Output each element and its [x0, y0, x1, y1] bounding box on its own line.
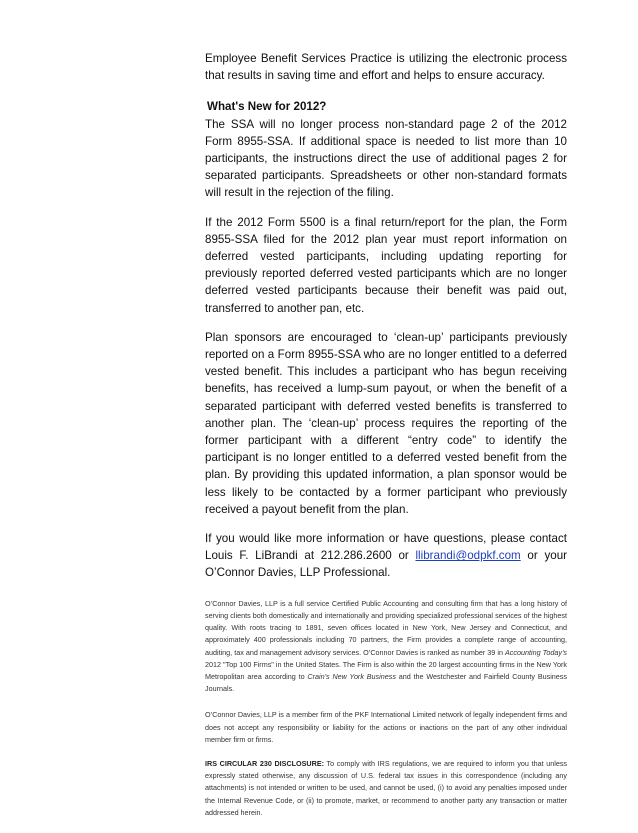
irs-disclosure-text: To comply with IRS regulations, we are required to inform you that unless expressly stated otherwise, any discussion of U.S. federal tax issues in this correspondence (including any attachments) is not intended or written to be used, and cannot be used, (i) to avoid any penalties imposed under the Internal Revenue Code, or (ii) to promote, market, or recommend to another party any transaction or matter addressed herein.	[205, 758, 568, 817]
intro-paragraph: Employee Benefit Services Practice is utilizing the electronic process that results in saving time and effort and helps to ensure accuracy.	[205, 52, 567, 83]
email-link[interactable]: llibrandi@odpkf.com	[415, 549, 521, 563]
contact-paragraph	[205, 530, 567, 582]
irs-disclosure-label: IRS CIRCULAR 230 DISCLOSURE:	[205, 758, 325, 768]
pkf-membership-paragraph: O’Connor Davies, LLP is a member firm of the PKF International Limited network of legally independent firms and does not accept any responsibility or liability for the actions or inactions on the part of any other individual member firm or firms.	[205, 710, 567, 744]
contact-text-before: If you would like more information or have questions, please contact Louis F. LiBrandi at 212.286.2600 or	[205, 532, 567, 563]
whats-new-heading: What's New for 2012?	[207, 100, 327, 114]
firm-description-part3: and the Westchester and Fairfield County Business Journals.	[205, 671, 567, 694]
contact-text-after: or your O’Connor Davies, LLP Professional.	[205, 549, 567, 580]
firm-description-part2: 2012 "Top 100 Firms" in the United States. The Firm is also within the 20 largest accounting firms in the New York Metropolitan area according to	[205, 659, 567, 681]
irs-disclosure-paragraph	[205, 758, 567, 819]
whats-new-paragraph: The SSA will no longer process non-standard page 2 of the 2012 Form 8955-SSA. If additional space is needed to list more than 10 participants, the instructions direct the use of additional pages 2 for separated participants. Spreadsheets or other non-standard formats will result in the rejection of the filing.	[205, 117, 567, 200]
firm-description-part1: O’Connor Davies, LLP is a full service Certified Public Accounting and consulting firm that has a long history of serving clients both domestically and internationally and providing specialized professional services of the highest quality. With roots tracing to 1891, seven offices located in New York, New Jersey and Connecticut, and approximately 400 professionals including 70 partners, the Firm provides a complete range of accounting, auditing, tax and management advisory services. O’Connor Davies is ranked as number 39 in	[205, 598, 567, 657]
crains-title: Crain’s New York Business	[307, 671, 396, 681]
document-page	[205, 50, 567, 833]
firm-description-paragraph	[205, 598, 567, 696]
cleanup-paragraph: Plan sponsors are encouraged to ‘clean-up’ participants previously reported on a Form 8955-SSA who are no longer entitled to a deferred vested benefit. This includes a participant who has begun receiving benefits, has received a lump-sum payout, or when the benefit of a separated participant with deferred vested benefits is transferred to another plan. The ‘clean-up’ process requires the reporting of the former participant with a different “entry code” to identify the participant is no longer entitled to a deferred vested benefit from the plan. By providing this updated information, a plan sponsor would be less likely to be contacted by a former participant who previously received a payout benefit from the plan.	[205, 330, 567, 516]
accounting-today-title: Accounting Today’s	[505, 647, 568, 657]
final-return-paragraph: If the 2012 Form 5500 is a final return/report for the plan, the Form 8955-SSA filed for the 2012 plan year must report information on deferred vested participants, including updating reporting for previously reported deferred vested participants which are no longer deferred vested participants because their benefit was paid out, transferred to another pan, etc.	[205, 215, 567, 315]
